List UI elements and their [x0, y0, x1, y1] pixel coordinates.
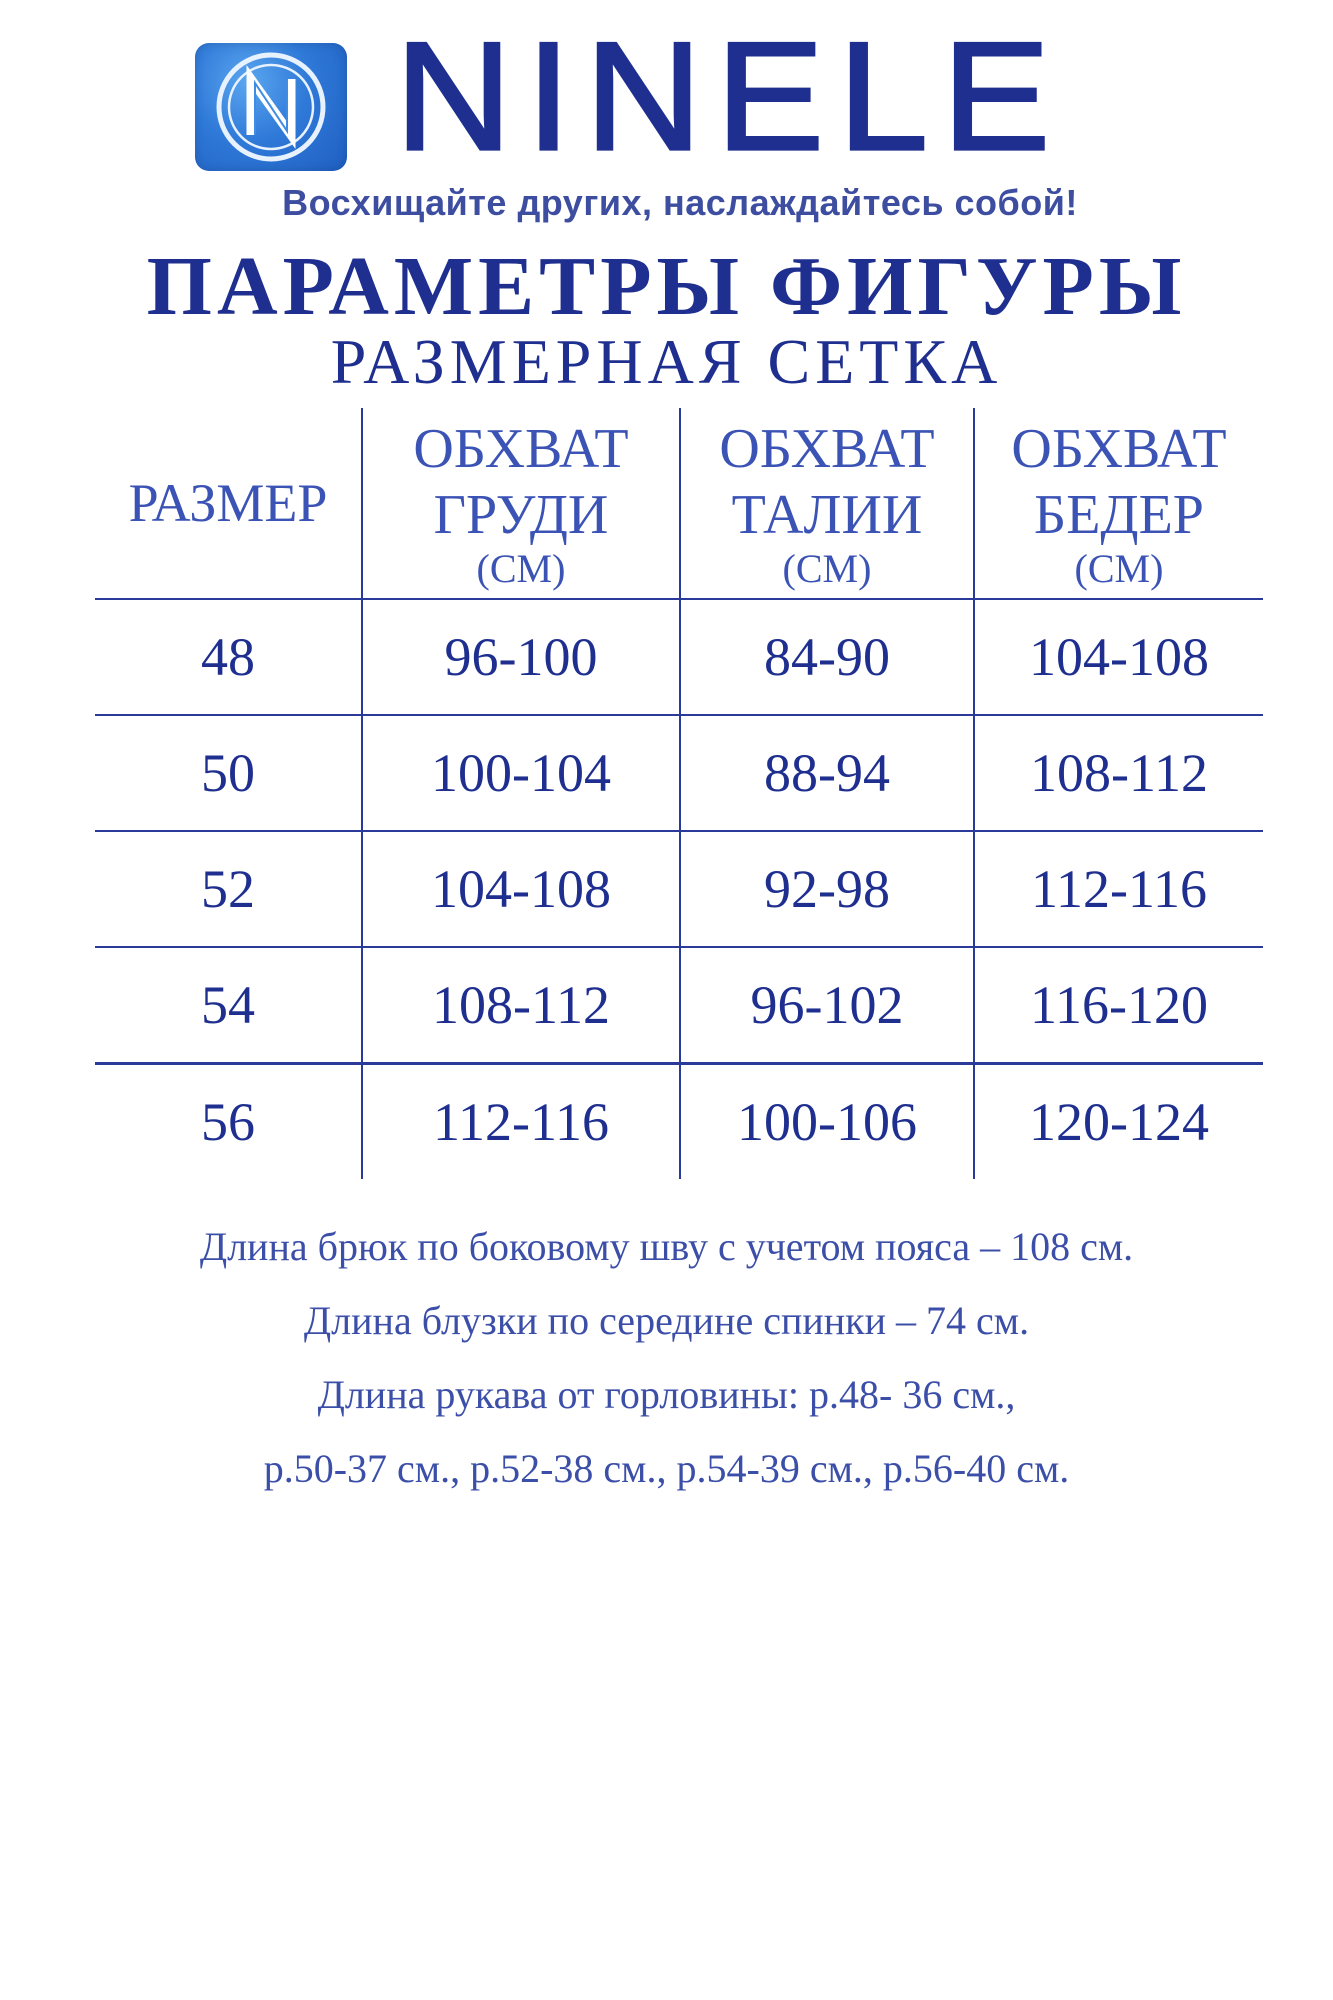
table-row: [95, 1065, 1263, 1179]
header-waist-unit: (СМ): [782, 546, 872, 591]
page-title: ПАРАМЕТРЫ ФИГУРЫ: [146, 240, 1187, 333]
table-row: [95, 948, 1263, 1065]
cell-chest: 108-112: [432, 975, 610, 1035]
note-line: Длина рукава от горловины: р.48- 36 см.,: [317, 1372, 1016, 1417]
header-hips: [973, 408, 1263, 598]
header-chest-line1: ОБХВАТ: [413, 418, 629, 480]
cell-chest: 96-100: [444, 627, 598, 687]
page-subtitle: РАЗМЕРНАЯ СЕТКА: [330, 326, 1003, 397]
cell-size: 50: [201, 743, 255, 803]
header-hips-line1: ОБХВАТ: [1011, 418, 1227, 480]
cell-chest: 104-108: [431, 859, 611, 919]
cell-size: 52: [201, 859, 255, 919]
cell-waist: 92-98: [764, 859, 890, 919]
table-row: [95, 600, 1263, 716]
table-header-row: [95, 408, 1263, 600]
cell-size: 56: [201, 1092, 255, 1152]
cell-waist: 100-106: [737, 1092, 917, 1152]
brand-header: [195, 10, 1175, 183]
cell-hips: 104-108: [1029, 627, 1209, 687]
header-chest-unit: (СМ): [476, 546, 566, 591]
cell-hips: 120-124: [1029, 1092, 1209, 1152]
cell-hips: 116-120: [1030, 975, 1208, 1035]
header-hips-line2: БЕДЕР: [1034, 484, 1204, 546]
cell-hips: 108-112: [1030, 743, 1208, 803]
header-chest: [361, 408, 679, 598]
header-waist: [679, 408, 973, 598]
header-size-label: РАЗМЕР: [128, 473, 328, 533]
cell-size: 54: [201, 975, 255, 1035]
table-row: [95, 716, 1263, 832]
ninele-logo-icon: [195, 43, 347, 171]
header-size: [95, 408, 361, 598]
brand-name: NINELE: [395, 10, 1065, 183]
header-waist-line2: ТАЛИИ: [731, 484, 923, 546]
measurement-notes: [0, 1210, 1333, 1506]
size-table: [95, 408, 1263, 1179]
cell-chest: 100-104: [431, 743, 611, 803]
cell-hips: 112-116: [1031, 859, 1207, 919]
note-line: р.50-37 см., р.52-38 см., р.54-39 см., р.56-40 см.: [263, 1446, 1070, 1491]
cell-waist: 96-102: [750, 975, 904, 1035]
cell-waist: 84-90: [764, 627, 890, 687]
cell-size: 48: [201, 627, 255, 687]
header-hips-unit: (СМ): [1074, 546, 1164, 591]
note-line: Длина брюк по боковому шву с учетом пояса – 108 см.: [199, 1224, 1134, 1269]
header-waist-line1: ОБХВАТ: [719, 418, 935, 480]
header-chest-line2: ГРУДИ: [433, 484, 609, 546]
brand-tagline: Восхищайте других, наслаждайтесь собой!: [282, 182, 1078, 223]
table-row: [95, 832, 1263, 948]
cell-chest: 112-116: [433, 1092, 609, 1152]
note-line: Длина блузки по середине спинки – 74 см.: [303, 1298, 1030, 1343]
cell-waist: 88-94: [764, 743, 890, 803]
